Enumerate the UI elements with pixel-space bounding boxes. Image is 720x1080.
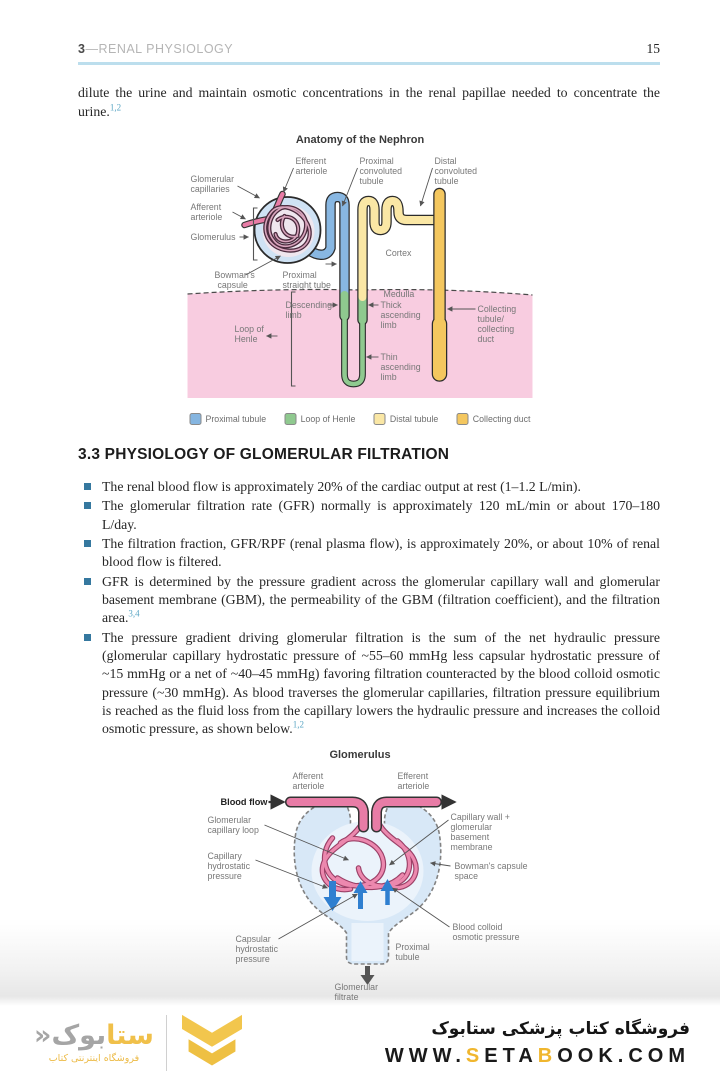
legend-item-distal-tubule	[374, 413, 438, 425]
chapter-header	[78, 40, 233, 58]
nephron-figure	[188, 148, 533, 404]
section-heading: 3.3 PHYSIOLOGY OF GLOMERULAR FILTRATION	[78, 446, 450, 463]
bullet-icon	[84, 540, 91, 547]
label-descending-limb: Descending limb	[285, 300, 332, 320]
list-item	[84, 497, 660, 534]
label-distal-convoluted-tubule: Distal convoluted tubule	[434, 156, 478, 186]
page-number: 15	[646, 41, 660, 56]
setabook-chevron-icon	[179, 1013, 245, 1073]
url-part: OOK.COM	[557, 1044, 690, 1067]
chapter-number: 3	[78, 42, 86, 56]
store-url	[385, 1045, 690, 1068]
intro-text: dilute the urine and maintain osmotic concentrations in the renal papillae needed to concentrate the urine.	[78, 85, 660, 119]
bullet-text: The filtration fraction, GFR/RPF (renal plasma flow), is approximately 20%, or about 10% of renal blood flow is filtered.	[102, 536, 660, 570]
legend-item-loop-of-henle	[285, 413, 356, 425]
nephron-diagram	[188, 134, 533, 425]
url-part-accent: S	[465, 1044, 485, 1067]
label-glomerular-filtrate: Glomerular filtrate	[334, 982, 379, 1002]
setabook-wordmark	[34, 1022, 154, 1064]
glomerulus-figure	[183, 763, 538, 1003]
label-capillary-hydrostatic-pressure: Capillary hydrostatic pressure	[207, 851, 251, 881]
legend-item-collecting-duct	[457, 413, 531, 425]
list-item	[84, 478, 660, 496]
list-item	[84, 629, 660, 739]
tubule-lumen	[352, 923, 384, 961]
legend-label: Proximal tubule	[205, 414, 267, 424]
bullet-refs: 3,4	[128, 608, 140, 619]
url-part: ETA	[484, 1044, 538, 1067]
legend-item-proximal-tubule	[190, 413, 267, 425]
page-header	[78, 40, 660, 65]
intro-paragraph	[78, 84, 660, 121]
bullet-list	[84, 478, 660, 740]
label-afferent-arteriole: Afferent arteriole	[292, 771, 325, 791]
label-afferent-arteriole: Afferent arteriole	[190, 202, 223, 222]
label-bowmans-capsule-space: Bowman's capsule space	[454, 861, 528, 881]
bullet-icon	[84, 502, 91, 509]
bullet-icon	[84, 483, 91, 490]
logo-tagline: فروشگاه اینترنتی کتاب	[48, 1053, 140, 1064]
bullet-icon	[84, 578, 91, 585]
bullet-icon	[84, 634, 91, 641]
legend-label: Collecting duct	[472, 414, 531, 424]
footer-logo-group	[34, 1013, 245, 1073]
wordmark-primary: ستا	[106, 1020, 154, 1051]
label-cortex: Cortex	[385, 248, 412, 258]
intro-refs: 1,2	[109, 102, 122, 113]
label-thin-ascending-limb: Thin ascending limb	[380, 352, 421, 382]
list-item	[84, 535, 660, 572]
bullet-text: The renal blood flow is approximately 20% of the cardiac output at rest (1–1.2 L/min).	[102, 479, 581, 494]
bullet-text: The glomerular filtration rate (GFR) normally is approximately 120 mL/min or about 170–180 L/day.	[102, 498, 660, 532]
label-blood-colloid-osmotic-pressure: Blood colloid osmotic pressure	[452, 922, 520, 942]
label-capsular-hydrostatic-pressure: Capsular hydrostatic pressure	[235, 934, 279, 964]
wordmark-quote-mark: «	[34, 1020, 52, 1051]
url-part-accent: B	[537, 1044, 558, 1067]
glomerulus-diagram	[183, 749, 538, 1008]
url-part: WWW.	[384, 1044, 466, 1067]
store-name: فروشگاه کتاب پزشکی ستابوک	[431, 1018, 690, 1039]
bullet-refs: 1,2	[292, 719, 304, 730]
label-capillary-wall: Capillary wall + glomerular basement membrane	[450, 812, 510, 852]
label-loop-of-henle: Loop of Henle	[234, 324, 264, 344]
label-glomerulus: Glomerulus	[190, 232, 236, 242]
label-thick-ascending-limb: Thick ascending limb	[380, 300, 421, 330]
label-proximal-straight-tube: Proximal straight tube	[282, 270, 331, 290]
glomerulus-assembly	[245, 194, 321, 263]
label-proximal-tubule: Proximal tubule	[395, 942, 430, 962]
footer-divider	[166, 1015, 167, 1071]
label-glomerular-capillary-loop: Glomerular capillary loop	[207, 815, 259, 835]
wordmark-secondary: بوک	[51, 1020, 107, 1051]
legend-swatch-collecting	[457, 413, 469, 425]
bullet-text: The pressure gradient driving glomerular filtration is the sum of the net hydraulic pressure (glomerular capillary hydrostatic pressure of ~55–60 mmHg less capsular hydrostatic pressure of ~15 mmHg or a net of ~40–45 mmHg) favoring filtration counteracted by the blood colloid osmotic pressure (~30 mmHg). As blood traverses the glomerular capillaries, filtration pressure equilibrium is reached as the fluid loss from the capillary lowers the hydraulic pressure and increases the colloid osmotic pressure, as shown below.	[102, 629, 660, 737]
header-rule	[78, 62, 660, 65]
label-bowmans-capsule: Bowman's capsule	[214, 270, 255, 290]
label-efferent-arteriole: Efferent arteriole	[295, 156, 328, 176]
legend-label: Loop of Henle	[300, 414, 356, 424]
label-glomerular-capillaries: Glomerular capillaries	[190, 174, 235, 194]
glomerulus-diagram-title: Glomerulus	[329, 749, 391, 761]
footer	[0, 1006, 720, 1080]
chapter-title: —RENAL PHYSIOLOGY	[85, 42, 234, 56]
bullet-text: GFR is determined by the pressure gradient across the glomerular capillary wall and glomerular basement membrane (GBM), the permeability of the GBM (filtration coefficient), and the filtration area.	[102, 573, 660, 626]
label-collecting-duct: Collecting tubule/ collecting duct	[477, 304, 517, 344]
legend-swatch-proximal	[190, 413, 202, 425]
label-medulla: Medulla	[383, 289, 415, 299]
legend-swatch-distal	[374, 413, 386, 425]
label-proximal-convoluted-tubule: Proximal convoluted tubule	[359, 156, 403, 186]
list-item	[84, 573, 660, 628]
label-blood-flow: Blood flow	[220, 797, 268, 807]
nephron-diagram-title: Anatomy of the Nephron	[295, 134, 425, 146]
footer-store-info	[385, 1019, 690, 1068]
legend-swatch-loop	[285, 413, 297, 425]
legend-label: Distal tubule	[389, 414, 439, 424]
label-efferent-arteriole: Efferent arteriole	[397, 771, 430, 791]
nephron-legend	[188, 413, 533, 425]
